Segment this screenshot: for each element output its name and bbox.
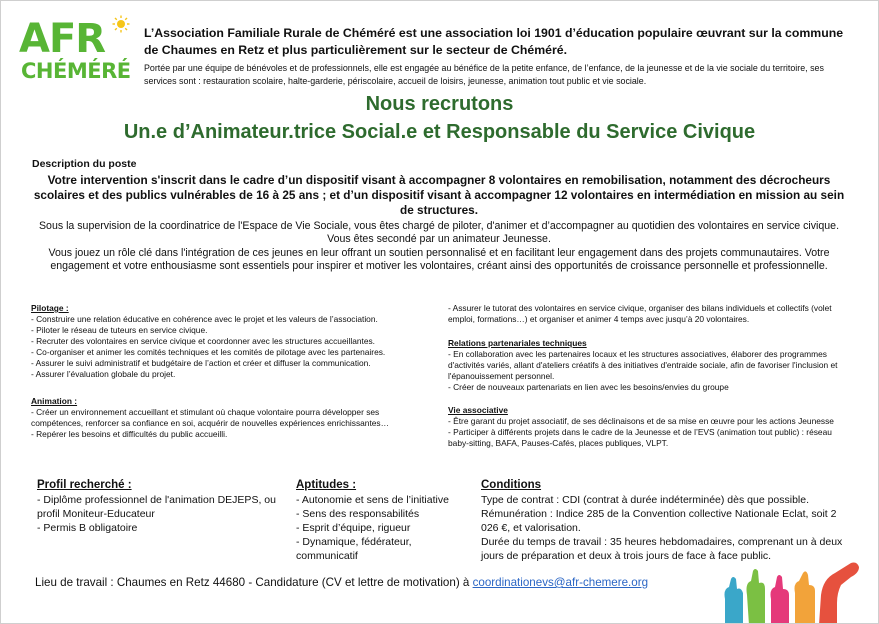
footer-text: Lieu de travail : Chaumes en Retz 44680 - Candidature (CV et lettre de motivation) à	[35, 576, 473, 589]
intro-main-text: L’Association Familiale Rurale de Chéméré est une association loi 1901 d’éducation populaire œuvrant sur la commune de Chaumes en Retz et plus particulièrement sur le secteur de Chéméré.	[144, 26, 844, 57]
pilotage-item: - Assurer l’évaluation globale du projet.	[31, 369, 176, 379]
animation-item: - Créer un environnement accueillant et stimulant où chaque volontaire pourra développer ses compétences, renforcer sa confiance en soi, acquérir de nouvelles expériences enrichissantes…	[31, 407, 389, 428]
pilotage-item: - Assurer le suivi administratif et budgétaire de l’action et créer et diffuser la communication.	[31, 358, 371, 368]
pilotage-section	[31, 303, 431, 380]
conditions-title: Conditions	[481, 479, 542, 491]
animation-title: Animation :	[31, 396, 78, 406]
relations-item: - En collaboration avec les partenaires locaux et les structures associatives, élaborer des programmes d'activités variés, allant d'ateliers créatifs à des initiatives d'entraide sociale, afin de favoriser l'inclusion et l'épanouissement personnel.	[448, 349, 838, 381]
vie-associative-title: Vie associative	[448, 405, 508, 415]
intro-sub-text: Portée par une équipe de bénévoles et de professionnels, elle est engagée au bénéfice de la petite enfance, de l’enfance, de la jeunesse et de la vie sociale du territoire, ses services sont : restauration scolaire, halte-garderie, périscolaire, accueil de loisirs, jeunesse, animation tout public et vie sociale.	[144, 63, 824, 86]
animation-section	[31, 396, 429, 440]
pilotage-item: - Recruter des volontaires en service civique et coordonner avec les structures accueillantes.	[31, 336, 376, 346]
tutorat-section	[448, 303, 848, 325]
aptitudes-title: Aptitudes :	[296, 479, 357, 491]
logo-chemere-text: CHÉMÉRÉ	[21, 59, 131, 83]
relations-section	[448, 338, 843, 393]
profil-item: - Permis B obligatoire	[37, 522, 138, 534]
pilotage-item: - Co-organiser et animer les comités techniques et les comités de pilotage avec les partenaires.	[31, 347, 386, 357]
vie-associative-item: - Participer à différents projets dans le cadre de la Jeunesse et de l’EVS (animation tout public) : réseau baby-sitting, BAFA, Pauses-Cafés, places publiques, VLPT.	[448, 427, 832, 448]
aptitudes-item: - Autonomie et sens de l’initiative	[296, 494, 449, 506]
description-bold: Votre intervention s'inscrit dans le cadre d’un dispositif visant à accompagner 8 volontaires en remobilisation, notamment des décrocheurs scolaires et des publics vulnérables de 16 à 25 ans ; et d’un dispositif visant à accompagner 12 volontaires en intermédiation en mission au sein de structures.	[33, 173, 845, 217]
footer	[35, 576, 648, 589]
raised-hands-illustration	[719, 559, 869, 624]
conditions-section	[481, 477, 851, 563]
profil-title: Profil recherché :	[37, 479, 132, 491]
contact-email-link[interactable]: coordinationevs@afr-chemere.org	[472, 576, 649, 589]
description-paragraph-2: Vous jouez un rôle clé dans l'intégration de ces jeunes en leur offrant un soutien personnalisé et en facilitant leur engagement dans des projets communautaires. Votre engagement et votre enthousiasme sont essentiels pour inspirer et motiver les volontaires, créant ainsi des opportunités de croissance personnelle et professionnelle.	[48, 247, 830, 272]
tutorat-text: - Assurer le tutorat des volontaires en service civique, organiser des bilans individuels et collectifs (volet emploi, formations…) et organiser et animer 4 temps avec jusqu’à 20 volontaires.	[448, 303, 832, 324]
description-label: Description du poste	[32, 158, 137, 170]
profil-item: - Diplôme professionnel de l'animation DEJEPS, ou profil Moniteur-Educateur	[37, 494, 276, 520]
sun-icon	[112, 15, 130, 33]
aptitudes-item: - Dynamique, fédérateur, communicatif	[296, 536, 412, 562]
aptitudes-item: - Sens des responsabilités	[296, 508, 420, 520]
vie-associative-section	[448, 405, 843, 449]
relations-title: Relations partenariales techniques	[448, 338, 587, 348]
description-paragraph-1: Sous la supervision de la coordinatrice de l'Espace de Vie Sociale, vous êtes chargé de piloter, d'animer et d’accompagner au quotidien des volontaires en service civique. Vous êtes secondé par un animateur Jeunesse.	[38, 220, 840, 245]
afr-logo	[19, 15, 131, 89]
logo-afr-text: AFR	[19, 16, 106, 62]
aptitudes-section	[296, 477, 468, 563]
conditions-item: Rémunération : Indice 285 de la Convention collective Nationale Eclat, soit 2 026 €, et valorisation.	[481, 508, 837, 534]
pilotage-item: - Construire une relation éducative en cohérence avec le projet et les valeurs de l’association.	[31, 314, 378, 324]
headline-recruiting: Nous recrutons	[365, 93, 514, 115]
relations-item: - Créer de nouveaux partenariats en lien avec les besoins/envies du groupe	[448, 382, 729, 392]
vie-associative-item: - Être garant du projet associatif, de ses déclinaisons et de sa mise en œuvre pour les actions Jeunesse	[448, 416, 834, 426]
aptitudes-item: - Esprit d’équipe, rigueur	[296, 522, 411, 534]
animation-item: - Repérer les besoins et difficultés du public accueilli.	[31, 429, 228, 439]
headline-job-title: Un.e d’Animateur.trice Social.e et Responsable du Service Civique	[123, 121, 756, 143]
pilotage-item: - Piloter le réseau de tuteurs en service civique.	[31, 325, 208, 335]
conditions-item: Type de contrat : CDI (contrat à durée indéterminée) dès que possible.	[481, 494, 810, 506]
profil-section	[37, 477, 277, 535]
conditions-item: Durée du temps de travail : 35 heures hebdomadaires, comprenant un à deux jours de préparation et deux à trois jours de face à face public.	[481, 536, 843, 562]
pilotage-title: Pilotage :	[31, 303, 69, 313]
